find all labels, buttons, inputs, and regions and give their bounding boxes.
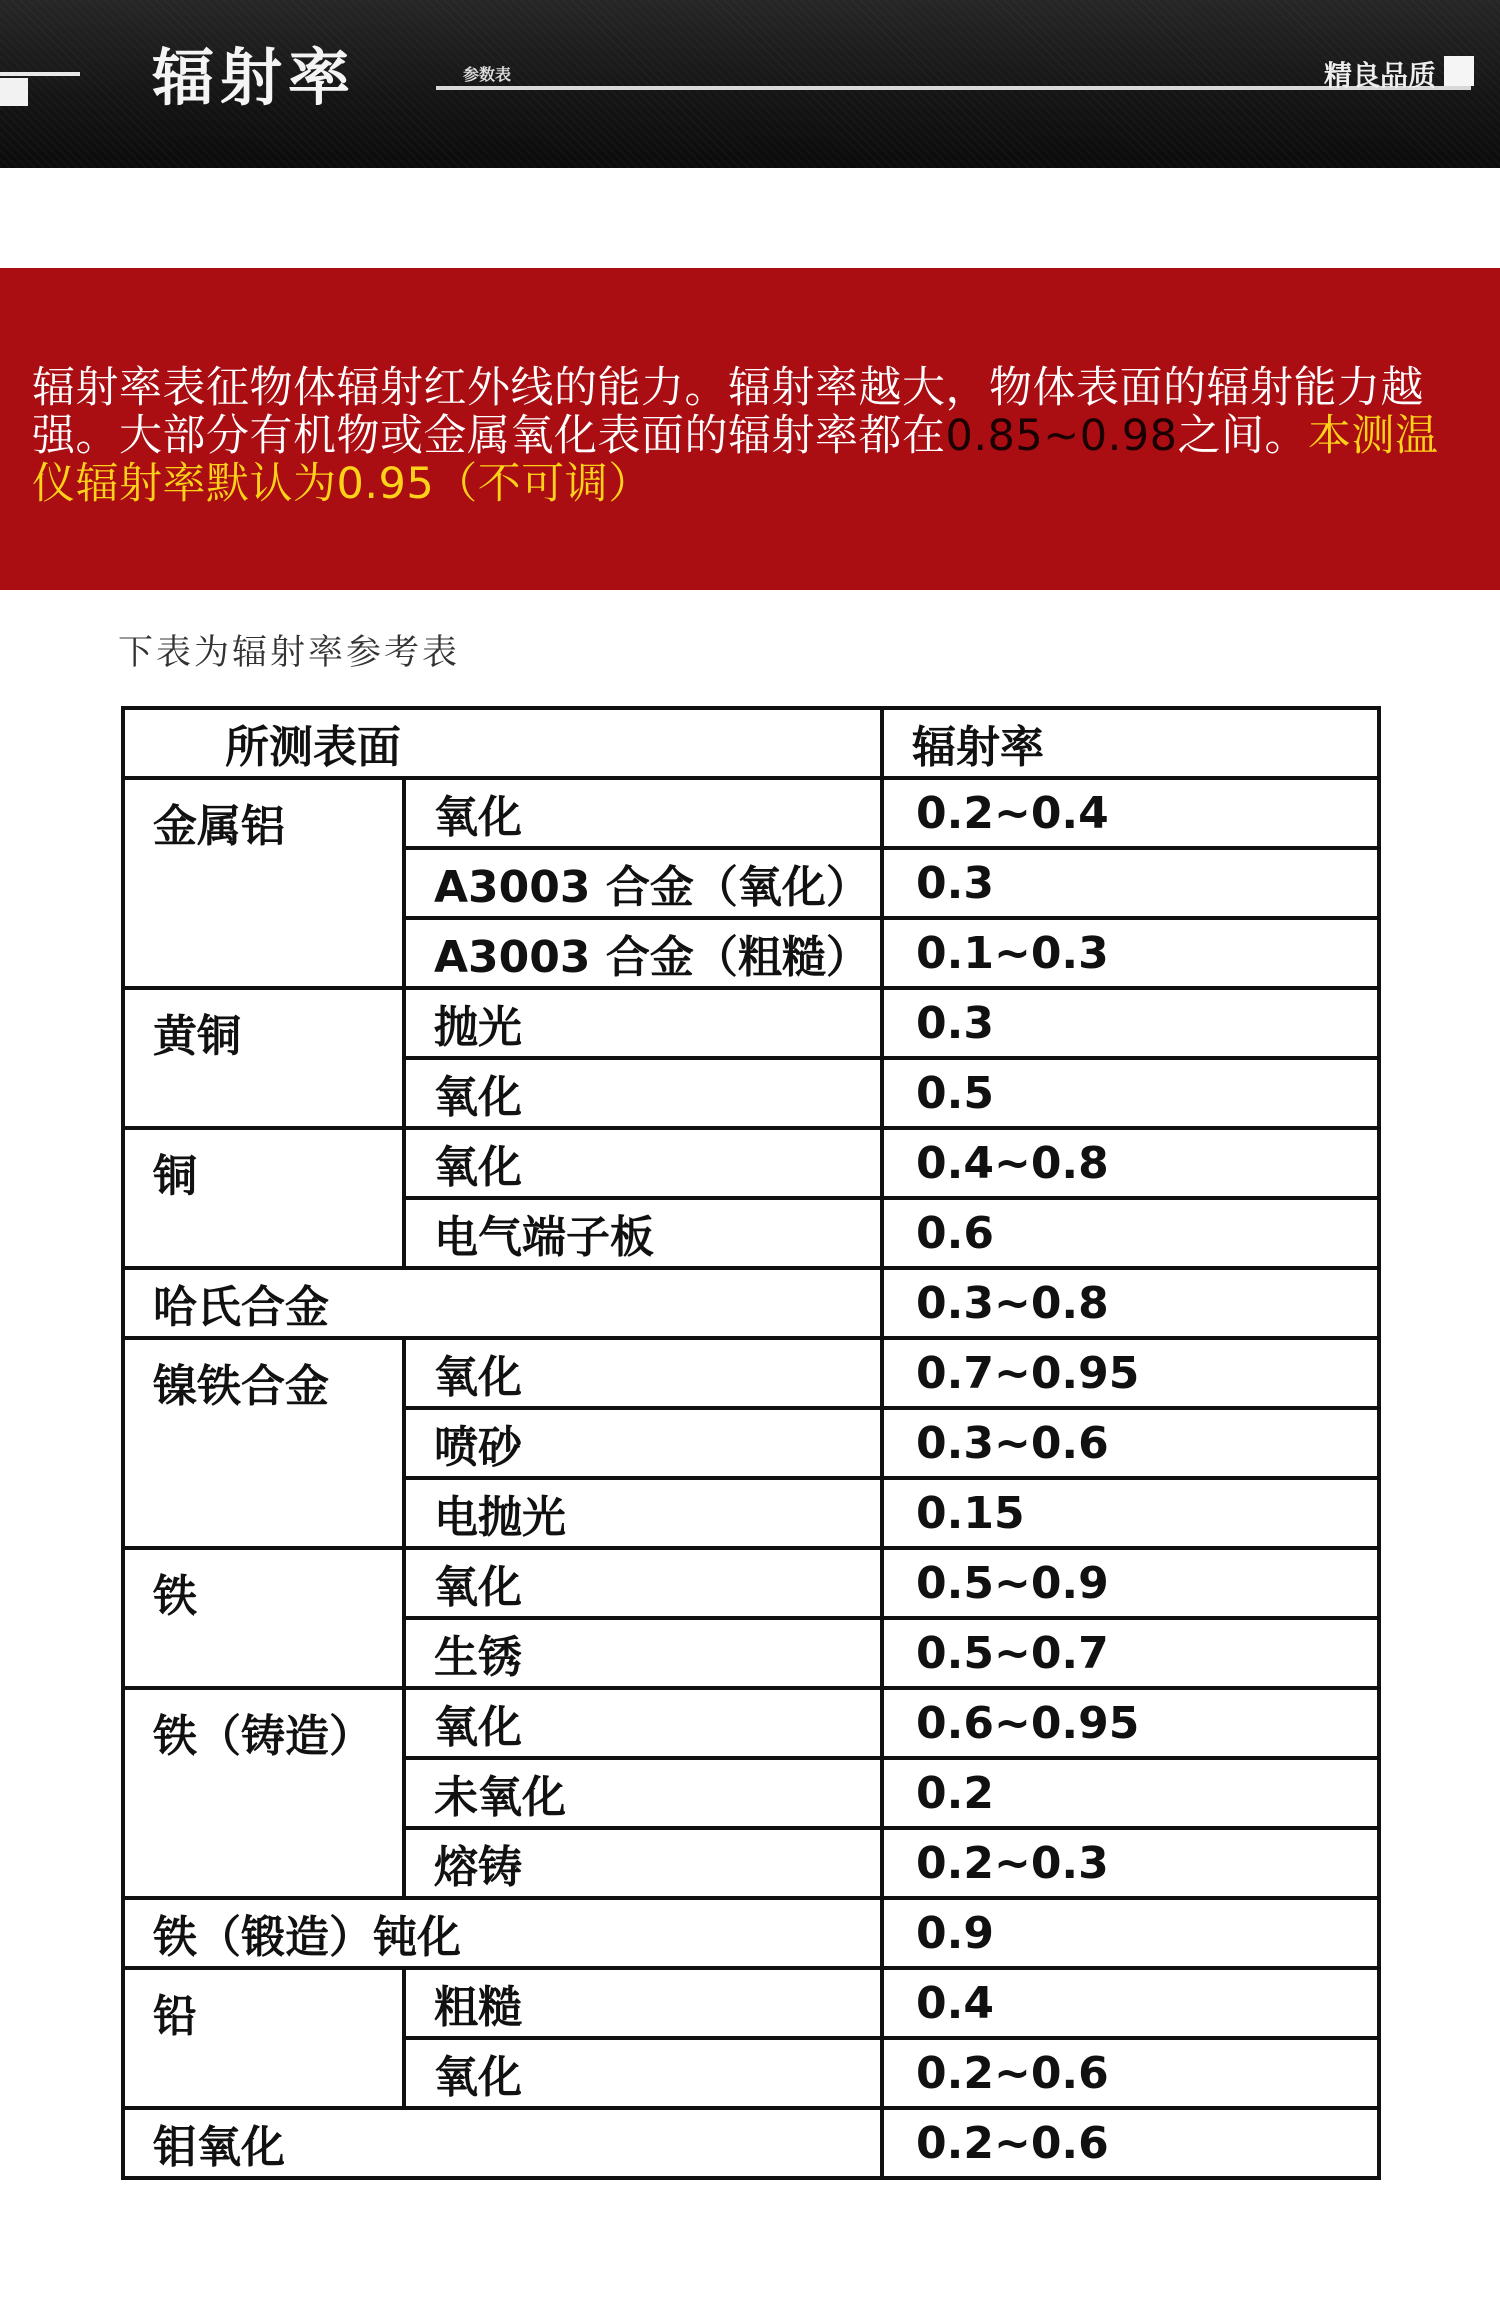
material-cell: 铅	[123, 1968, 404, 2108]
header-rule	[436, 86, 1471, 90]
material-cell: 黄铜	[123, 988, 404, 1128]
value-cell: 0.2~0.3	[882, 1828, 1379, 1898]
info-banner	[0, 268, 1500, 590]
header-tagline-square	[1444, 56, 1474, 86]
value-cell: 0.5~0.9	[882, 1548, 1379, 1618]
banner-range: 0.85~0.98	[945, 411, 1178, 461]
value-cell: 0.9	[882, 1898, 1379, 1968]
condition-cell: 粗糙	[404, 1968, 882, 2038]
condition-cell: 氧化	[404, 1338, 882, 1408]
condition-cell: 电气端子板	[404, 1198, 882, 1268]
value-cell: 0.2~0.4	[882, 778, 1379, 848]
page-subtitle: 参数表	[463, 65, 512, 84]
condition-cell: 电抛光	[404, 1478, 882, 1548]
header-corner-square	[0, 78, 28, 106]
value-cell: 0.15	[882, 1478, 1379, 1548]
banner-text-part2: 之间。	[1177, 411, 1309, 461]
value-cell: 0.2~0.6	[882, 2108, 1379, 2178]
material-cell: 钼氧化	[123, 2108, 882, 2178]
material-cell: 铁（锻造）钝化	[123, 1898, 882, 1968]
material-cell: 铜	[123, 1128, 404, 1268]
header-corner-line	[0, 72, 80, 76]
emissivity-table	[121, 706, 1381, 2180]
table-header-row	[123, 708, 1379, 778]
table-row	[123, 778, 1379, 848]
value-cell: 0.4	[882, 1968, 1379, 2038]
condition-cell: 熔铸	[404, 1828, 882, 1898]
material-cell: 铁	[123, 1548, 404, 1688]
condition-cell: 氧化	[404, 2038, 882, 2108]
condition-cell: A3003 合金（氧化）	[404, 848, 882, 918]
material-cell: 铁（铸造）	[123, 1688, 404, 1898]
page-title: 辐射率	[152, 41, 357, 114]
condition-cell: 生锈	[404, 1618, 882, 1688]
condition-cell: A3003 合金（粗糙）	[404, 918, 882, 988]
table-row	[123, 1268, 1379, 1338]
value-cell: 0.2~0.6	[882, 2038, 1379, 2108]
value-cell: 0.3	[882, 848, 1379, 918]
material-cell: 哈氏合金	[123, 1268, 882, 1338]
table-row	[123, 1128, 1379, 1198]
value-cell: 0.6~0.95	[882, 1688, 1379, 1758]
condition-cell: 氧化	[404, 1688, 882, 1758]
condition-cell: 喷砂	[404, 1408, 882, 1478]
banner-text-part1: 辐射率表征物体辐射红外线的能力。辐射率越大，物体表面的辐射能力越强。大部分有机物或金属氧化表面的辐射率都在	[32, 363, 1424, 461]
banner-default-note: 本测温仪辐射率默认为0.95（不可调）	[32, 411, 1439, 509]
value-cell: 0.6	[882, 1198, 1379, 1268]
value-cell: 0.1~0.3	[882, 918, 1379, 988]
condition-cell: 氧化	[404, 1128, 882, 1198]
table-row	[123, 1898, 1379, 1968]
value-cell: 0.3~0.8	[882, 1268, 1379, 1338]
page-header	[0, 0, 1500, 168]
header-tagline: 精良品质	[1323, 59, 1436, 92]
table-row	[123, 2108, 1379, 2178]
table-caption: 下表为辐射率参考表	[118, 633, 461, 673]
condition-cell: 抛光	[404, 988, 882, 1058]
value-cell: 0.5	[882, 1058, 1379, 1128]
table-row	[123, 1688, 1379, 1758]
table-row	[123, 988, 1379, 1058]
value-cell: 0.2	[882, 1758, 1379, 1828]
condition-cell: 未氧化	[404, 1758, 882, 1828]
table-row	[123, 1338, 1379, 1408]
value-cell: 0.3~0.6	[882, 1408, 1379, 1478]
table-row	[123, 1968, 1379, 2038]
value-cell: 0.5~0.7	[882, 1618, 1379, 1688]
condition-cell: 氧化	[404, 778, 882, 848]
header-emissivity: 辐射率	[882, 708, 1379, 778]
table-row	[123, 1548, 1379, 1618]
value-cell: 0.7~0.95	[882, 1338, 1379, 1408]
material-cell: 金属铝	[123, 778, 404, 988]
condition-cell: 氧化	[404, 1548, 882, 1618]
value-cell: 0.4~0.8	[882, 1128, 1379, 1198]
material-cell: 镍铁合金	[123, 1338, 404, 1548]
banner-text	[32, 364, 1472, 508]
condition-cell: 氧化	[404, 1058, 882, 1128]
header-surface: 所测表面	[123, 708, 882, 778]
value-cell: 0.3	[882, 988, 1379, 1058]
